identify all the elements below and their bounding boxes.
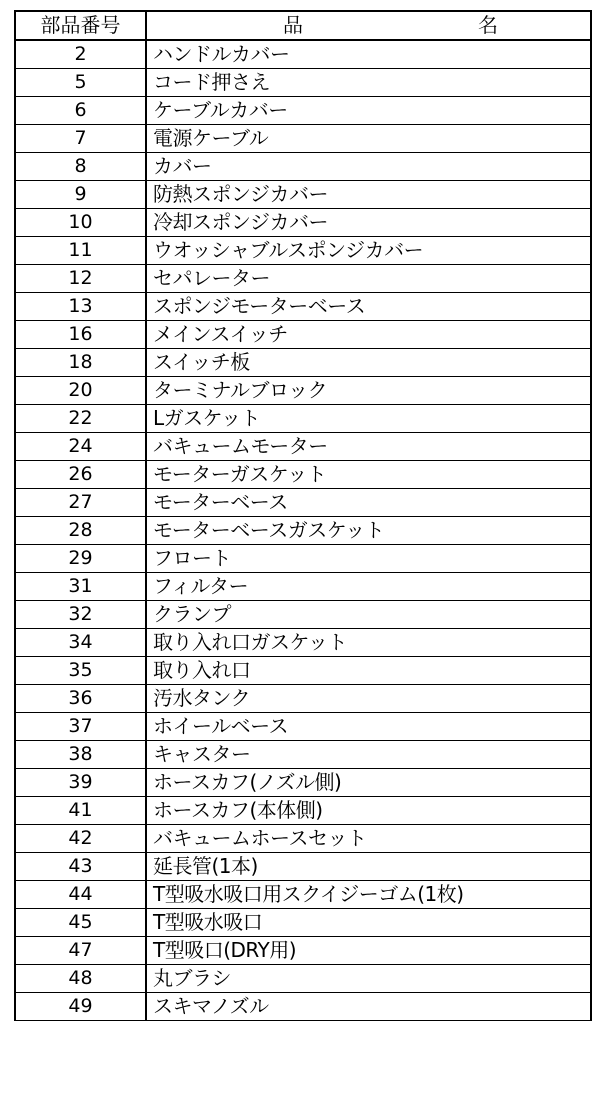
table-row xyxy=(15,517,591,545)
table-row xyxy=(15,965,591,993)
part-number-cell: 13 xyxy=(15,293,146,321)
part-name-cell: スポンジモーターベース xyxy=(146,293,591,321)
part-name-cell: コード押さえ xyxy=(146,69,591,97)
part-name-cell: ホースカフ(ノズル側) xyxy=(146,769,591,797)
part-number-cell: 37 xyxy=(15,713,146,741)
table-row xyxy=(15,265,591,293)
table-row xyxy=(15,937,591,965)
part-name-cell: バキュームホースセット xyxy=(146,825,591,853)
part-name-cell: フィルター xyxy=(146,573,591,601)
part-number-cell: 49 xyxy=(15,993,146,1021)
table-row xyxy=(15,713,591,741)
part-number-cell: 22 xyxy=(15,405,146,433)
table-row xyxy=(15,545,591,573)
table-row xyxy=(15,993,591,1021)
part-number-cell: 44 xyxy=(15,881,146,909)
part-number-cell: 42 xyxy=(15,825,146,853)
part-name-cell: クランプ xyxy=(146,601,591,629)
table-row xyxy=(15,69,591,97)
part-number-cell: 9 xyxy=(15,181,146,209)
part-number-cell: 8 xyxy=(15,153,146,181)
part-name-cell: メインスイッチ xyxy=(146,321,591,349)
table-body xyxy=(15,40,591,1021)
part-name-cell: 汚水タンク xyxy=(146,685,591,713)
part-number-cell: 34 xyxy=(15,629,146,657)
part-number-cell: 26 xyxy=(15,461,146,489)
table-row xyxy=(15,489,591,517)
part-number-cell: 31 xyxy=(15,573,146,601)
part-name-cell: キャスター xyxy=(146,741,591,769)
table-row xyxy=(15,209,591,237)
part-number-cell: 2 xyxy=(15,40,146,69)
part-name-header xyxy=(146,11,591,40)
part-name-cell: ホースカフ(本体側) xyxy=(146,797,591,825)
table-row xyxy=(15,881,591,909)
table-row xyxy=(15,601,591,629)
table-row xyxy=(15,153,591,181)
table-row xyxy=(15,293,591,321)
table-row xyxy=(15,909,591,937)
table-row xyxy=(15,433,591,461)
table-row xyxy=(15,97,591,125)
table-row xyxy=(15,769,591,797)
parts-table xyxy=(14,10,592,1021)
table-row xyxy=(15,741,591,769)
table-row xyxy=(15,321,591,349)
part-number-cell: 36 xyxy=(15,685,146,713)
part-number-cell: 32 xyxy=(15,601,146,629)
part-name-header-left: 品 xyxy=(283,13,303,37)
table-row xyxy=(15,377,591,405)
part-name-cell: T型吸水吸口用スクイジーゴム(1枚) xyxy=(146,881,591,909)
part-number-cell: 29 xyxy=(15,545,146,573)
part-number-cell: 38 xyxy=(15,741,146,769)
table-row xyxy=(15,797,591,825)
part-name-cell: ケーブルカバー xyxy=(146,97,591,125)
part-name-cell: 電源ケーブル xyxy=(146,125,591,153)
part-number-cell: 43 xyxy=(15,853,146,881)
table-row xyxy=(15,657,591,685)
part-name-cell: 丸ブラシ xyxy=(146,965,591,993)
part-name-cell: モーターベース xyxy=(146,489,591,517)
part-number-cell: 45 xyxy=(15,909,146,937)
part-name-cell: 取り入れ口 xyxy=(146,657,591,685)
table-header xyxy=(15,11,591,40)
part-name-cell: スキマノズル xyxy=(146,993,591,1021)
header-row xyxy=(15,11,591,40)
part-number-cell: 27 xyxy=(15,489,146,517)
part-name-cell: 取り入れ口ガスケット xyxy=(146,629,591,657)
part-name-cell: ターミナルブロック xyxy=(146,377,591,405)
part-number-cell: 48 xyxy=(15,965,146,993)
part-name-cell: T型吸口(DRY用) xyxy=(146,937,591,965)
part-name-cell: モーターベースガスケット xyxy=(146,517,591,545)
part-number-cell: 12 xyxy=(15,265,146,293)
part-number-cell: 39 xyxy=(15,769,146,797)
part-name-cell: 延長管(1本) xyxy=(146,853,591,881)
part-name-cell: 防熱スポンジカバー xyxy=(146,181,591,209)
part-number-cell: 41 xyxy=(15,797,146,825)
part-number-cell: 7 xyxy=(15,125,146,153)
part-name-cell: 冷却スポンジカバー xyxy=(146,209,591,237)
table-row xyxy=(15,181,591,209)
table-row xyxy=(15,405,591,433)
part-name-cell: バキュームモーター xyxy=(146,433,591,461)
table-row xyxy=(15,125,591,153)
part-number-cell: 5 xyxy=(15,69,146,97)
part-number-cell: 10 xyxy=(15,209,146,237)
part-name-cell: ウオッシャブルスポンジカバー xyxy=(146,237,591,265)
part-number-cell: 20 xyxy=(15,377,146,405)
part-name-cell: カバー xyxy=(146,153,591,181)
part-number-cell: 28 xyxy=(15,517,146,545)
table-row xyxy=(15,685,591,713)
part-name-cell: セパレーター xyxy=(146,265,591,293)
part-name-header-right: 名 xyxy=(478,13,498,37)
part-name-cell: ハンドルカバー xyxy=(146,40,591,69)
part-number-cell: 35 xyxy=(15,657,146,685)
part-number-header: 部品番号 xyxy=(15,11,146,40)
table-row xyxy=(15,461,591,489)
table-row xyxy=(15,573,591,601)
table-row xyxy=(15,825,591,853)
part-number-cell: 6 xyxy=(15,97,146,125)
part-number-cell: 18 xyxy=(15,349,146,377)
part-name-cell: モーターガスケット xyxy=(146,461,591,489)
table-row xyxy=(15,349,591,377)
part-name-cell: Lガスケット xyxy=(146,405,591,433)
part-name-cell: フロート xyxy=(146,545,591,573)
table-row xyxy=(15,40,591,69)
part-number-cell: 16 xyxy=(15,321,146,349)
part-number-cell: 24 xyxy=(15,433,146,461)
table-row xyxy=(15,853,591,881)
part-number-cell: 11 xyxy=(15,237,146,265)
part-name-cell: ホイールベース xyxy=(146,713,591,741)
part-name-cell: スイッチ板 xyxy=(146,349,591,377)
part-name-cell: T型吸水吸口 xyxy=(146,909,591,937)
table-row xyxy=(15,629,591,657)
table-row xyxy=(15,237,591,265)
part-number-cell: 47 xyxy=(15,937,146,965)
